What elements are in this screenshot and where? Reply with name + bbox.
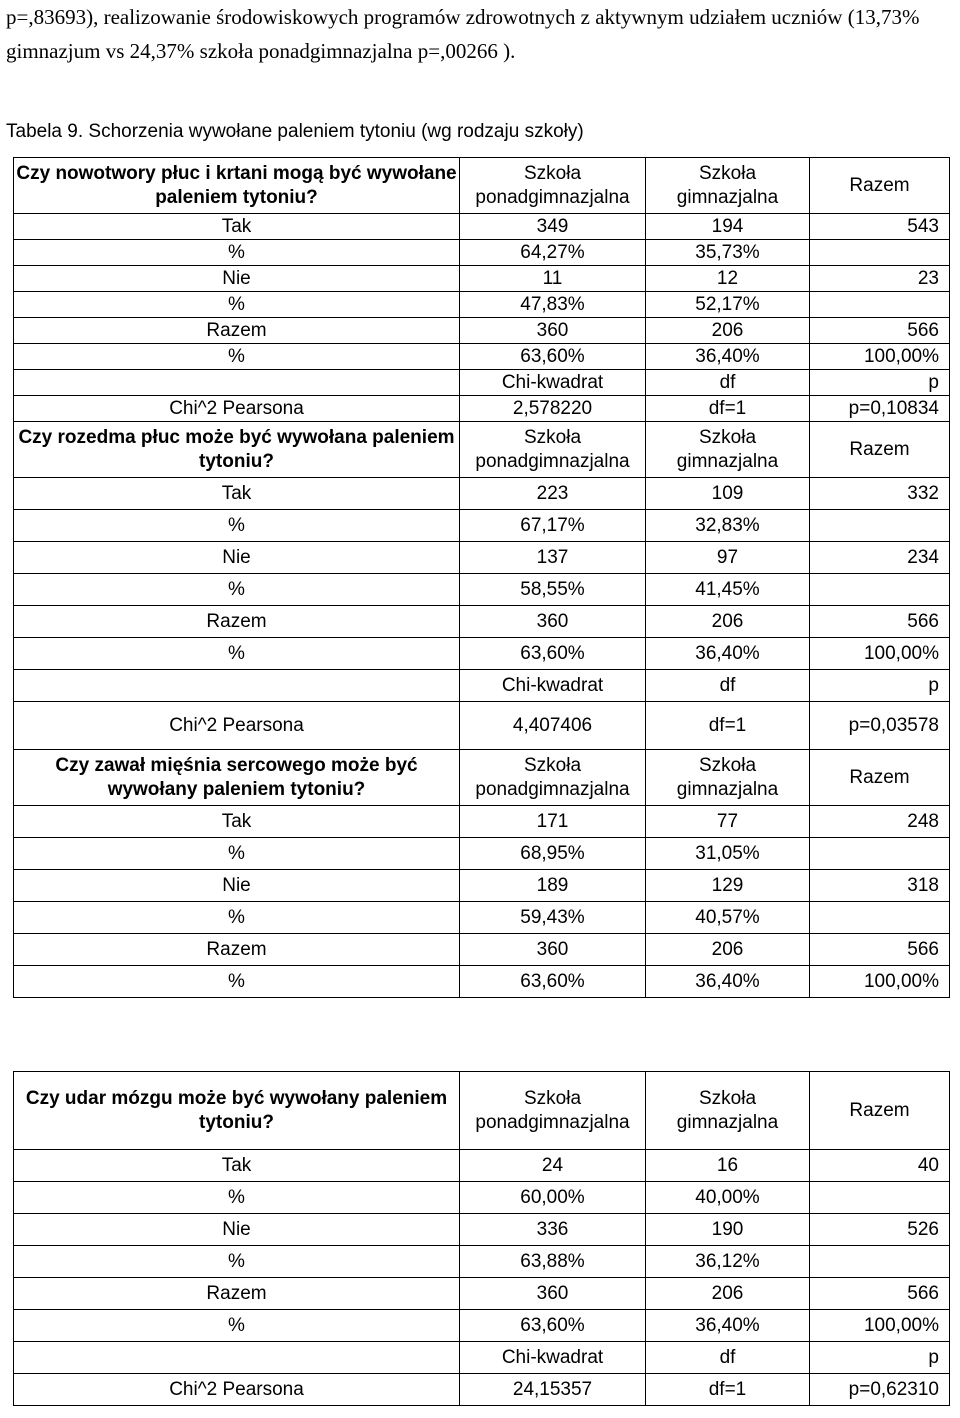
cell-ponadgimnazjalna: 4,407406 — [460, 702, 646, 750]
table-row — [14, 902, 950, 934]
cell-ponadgimnazjalna: 360 — [460, 934, 646, 966]
cell-ponadgimnazjalna: 59,43% — [460, 902, 646, 934]
table-row — [14, 214, 950, 240]
cell-ponadgimnazjalna: 67,17% — [460, 510, 646, 542]
cell-razem: 526 — [810, 1214, 950, 1246]
table-row — [14, 542, 950, 574]
row-label: % — [14, 1310, 460, 1342]
table-row — [14, 670, 950, 702]
table-row — [14, 396, 950, 422]
column-header-gimnazjalna: Szkoła gimnazjalna — [646, 158, 810, 214]
table-row — [14, 966, 950, 998]
row-label: % — [14, 344, 460, 370]
table-row — [14, 1310, 950, 1342]
table-row — [14, 266, 950, 292]
cell-gimnazjalna: 97 — [646, 542, 810, 574]
row-label: Tak — [14, 806, 460, 838]
table-row — [14, 1342, 950, 1374]
section-question: Czy rozedma płuc może być wywołana paleniem tytoniu? — [14, 422, 460, 478]
cell-ponadgimnazjalna: 63,60% — [460, 638, 646, 670]
cell-gimnazjalna: 77 — [646, 806, 810, 838]
cell-ponadgimnazjalna: 336 — [460, 1214, 646, 1246]
cell-gimnazjalna: 35,73% — [646, 240, 810, 266]
table-row — [14, 1150, 950, 1182]
row-label: % — [14, 902, 460, 934]
cell-ponadgimnazjalna: 24 — [460, 1150, 646, 1182]
cell-ponadgimnazjalna: 60,00% — [460, 1182, 646, 1214]
cell-ponadgimnazjalna: Chi-kwadrat — [460, 370, 646, 396]
table-caption: Tabela 9. Schorzenia wywołane paleniem tytoniu (wg rodzaju szkoły) — [6, 121, 584, 142]
cell-razem: 566 — [810, 318, 950, 344]
column-header-ponadgimnazjalna: Szkoła ponadgimnazjalna — [460, 422, 646, 478]
cell-razem — [810, 838, 950, 870]
row-label: Nie — [14, 266, 460, 292]
cell-ponadgimnazjalna: 63,60% — [460, 1310, 646, 1342]
table-row — [14, 318, 950, 344]
row-label: % — [14, 1182, 460, 1214]
cell-razem: 100,00% — [810, 344, 950, 370]
cell-razem: p — [810, 1342, 950, 1374]
cell-gimnazjalna: df=1 — [646, 396, 810, 422]
cell-gimnazjalna: 52,17% — [646, 292, 810, 318]
table-row — [14, 1246, 950, 1278]
table-row — [14, 1278, 950, 1310]
cell-razem: 248 — [810, 806, 950, 838]
table-row — [14, 344, 950, 370]
cell-ponadgimnazjalna: 58,55% — [460, 574, 646, 606]
cell-razem — [810, 292, 950, 318]
row-label — [14, 370, 460, 396]
cell-razem — [810, 1246, 950, 1278]
column-header-gimnazjalna: Szkoła gimnazjalna — [646, 1072, 810, 1150]
column-header-razem: Razem — [810, 422, 950, 478]
section-header-row — [14, 422, 950, 478]
row-label: % — [14, 838, 460, 870]
column-header-ponadgimnazjalna: Szkoła ponadgimnazjalna — [460, 750, 646, 806]
row-label: Chi^2 Pearsona — [14, 396, 460, 422]
cell-razem — [810, 902, 950, 934]
cell-razem: 40 — [810, 1150, 950, 1182]
table-row — [14, 838, 950, 870]
cell-razem — [810, 510, 950, 542]
row-label: Chi^2 Pearsona — [14, 1374, 460, 1406]
table-row — [14, 510, 950, 542]
column-header-ponadgimnazjalna: Szkoła ponadgimnazjalna — [460, 1072, 646, 1150]
cell-razem: 566 — [810, 1278, 950, 1310]
column-header-razem: Razem — [810, 1072, 950, 1150]
cell-gimnazjalna: 31,05% — [646, 838, 810, 870]
cell-razem: p=0,10834 — [810, 396, 950, 422]
cell-ponadgimnazjalna: 360 — [460, 606, 646, 638]
row-label: Tak — [14, 214, 460, 240]
cell-ponadgimnazjalna: 63,60% — [460, 344, 646, 370]
cell-ponadgimnazjalna: Chi-kwadrat — [460, 670, 646, 702]
column-header-razem: Razem — [810, 158, 950, 214]
cell-gimnazjalna: 40,00% — [646, 1182, 810, 1214]
cell-gimnazjalna: 36,12% — [646, 1246, 810, 1278]
cell-gimnazjalna: 36,40% — [646, 344, 810, 370]
cell-gimnazjalna: 36,40% — [646, 966, 810, 998]
cell-razem — [810, 1182, 950, 1214]
cell-gimnazjalna: 206 — [646, 934, 810, 966]
cell-razem: 543 — [810, 214, 950, 240]
cell-ponadgimnazjalna: 349 — [460, 214, 646, 240]
row-label: % — [14, 638, 460, 670]
cell-ponadgimnazjalna: 47,83% — [460, 292, 646, 318]
table-row — [14, 292, 950, 318]
cell-razem — [810, 240, 950, 266]
results-table-main — [13, 157, 950, 998]
cell-razem: 23 — [810, 266, 950, 292]
results-table-stroke — [13, 1071, 950, 1406]
section-header-row — [14, 1072, 950, 1150]
row-label: % — [14, 574, 460, 606]
column-header-ponadgimnazjalna: Szkoła ponadgimnazjalna — [460, 158, 646, 214]
column-header-gimnazjalna: Szkoła gimnazjalna — [646, 750, 810, 806]
table-row — [14, 1214, 950, 1246]
cell-razem: 566 — [810, 934, 950, 966]
row-label: % — [14, 510, 460, 542]
table-row — [14, 638, 950, 670]
cell-gimnazjalna: 206 — [646, 1278, 810, 1310]
cell-ponadgimnazjalna: 24,15357 — [460, 1374, 646, 1406]
cell-ponadgimnazjalna: 63,88% — [460, 1246, 646, 1278]
cell-ponadgimnazjalna: 64,27% — [460, 240, 646, 266]
cell-gimnazjalna: 32,83% — [646, 510, 810, 542]
cell-gimnazjalna: 36,40% — [646, 638, 810, 670]
cell-gimnazjalna: 40,57% — [646, 902, 810, 934]
cell-razem: 234 — [810, 542, 950, 574]
cell-razem: 318 — [810, 870, 950, 902]
cell-ponadgimnazjalna: 360 — [460, 318, 646, 344]
table-row — [14, 606, 950, 638]
cell-ponadgimnazjalna: 189 — [460, 870, 646, 902]
column-header-razem: Razem — [810, 750, 950, 806]
cell-gimnazjalna: df — [646, 670, 810, 702]
cell-razem: 100,00% — [810, 638, 950, 670]
row-label — [14, 1342, 460, 1374]
row-label: % — [14, 966, 460, 998]
cell-gimnazjalna: 41,45% — [646, 574, 810, 606]
cell-razem: 100,00% — [810, 966, 950, 998]
row-label: Chi^2 Pearsona — [14, 702, 460, 750]
table-row — [14, 806, 950, 838]
row-label: % — [14, 292, 460, 318]
table-row — [14, 574, 950, 606]
row-label: Razem — [14, 934, 460, 966]
cell-ponadgimnazjalna: 171 — [460, 806, 646, 838]
cell-ponadgimnazjalna: 223 — [460, 478, 646, 510]
cell-ponadgimnazjalna: 63,60% — [460, 966, 646, 998]
cell-gimnazjalna: 12 — [646, 266, 810, 292]
cell-gimnazjalna: 129 — [646, 870, 810, 902]
section-header-row — [14, 750, 950, 806]
section-question: Czy udar mózgu może być wywołany paleniem tytoniu? — [14, 1072, 460, 1150]
table-row — [14, 478, 950, 510]
cell-razem: 100,00% — [810, 1310, 950, 1342]
cell-ponadgimnazjalna: 2,578220 — [460, 396, 646, 422]
table-row — [14, 1374, 950, 1406]
cell-razem: p — [810, 670, 950, 702]
cell-gimnazjalna: df — [646, 370, 810, 396]
cell-gimnazjalna: 190 — [646, 1214, 810, 1246]
cell-gimnazjalna: 16 — [646, 1150, 810, 1182]
table-body-stroke — [14, 1072, 950, 1406]
section-question: Czy nowotwory płuc i krtani mogą być wywołane paleniem tytoniu? — [14, 158, 460, 214]
cell-gimnazjalna: 36,40% — [646, 1310, 810, 1342]
table-row — [14, 870, 950, 902]
cell-ponadgimnazjalna: 11 — [460, 266, 646, 292]
section-header-row — [14, 158, 950, 214]
cell-gimnazjalna: df — [646, 1342, 810, 1374]
row-label: Nie — [14, 542, 460, 574]
cell-razem: p — [810, 370, 950, 396]
table-row — [14, 702, 950, 750]
cell-gimnazjalna: df=1 — [646, 702, 810, 750]
table-row — [14, 1182, 950, 1214]
intro-paragraph: p=,83693), realizowanie środowiskowych programów zdrowotnych z aktywnym udziałem uczniów (13,73% gimnazjum vs 24,37% szkoła ponadgimnazjalna p=,00266 ). — [6, 5, 920, 63]
cell-razem: p=0,03578 — [810, 702, 950, 750]
cell-gimnazjalna: 206 — [646, 606, 810, 638]
row-label: Razem — [14, 1278, 460, 1310]
cell-ponadgimnazjalna: 360 — [460, 1278, 646, 1310]
row-label: Tak — [14, 1150, 460, 1182]
cell-razem: p=0,62310 — [810, 1374, 950, 1406]
cell-ponadgimnazjalna: 137 — [460, 542, 646, 574]
table-body-main — [14, 158, 950, 998]
cell-razem — [810, 574, 950, 606]
row-label: Razem — [14, 318, 460, 344]
section-question: Czy zawał mięśnia sercowego może być wywołany paleniem tytoniu? — [14, 750, 460, 806]
row-label: Nie — [14, 1214, 460, 1246]
cell-gimnazjalna: 206 — [646, 318, 810, 344]
table-row — [14, 370, 950, 396]
row-label: Nie — [14, 870, 460, 902]
cell-razem: 566 — [810, 606, 950, 638]
table-row — [14, 934, 950, 966]
cell-gimnazjalna: 109 — [646, 478, 810, 510]
row-label: % — [14, 1246, 460, 1278]
cell-ponadgimnazjalna: 68,95% — [460, 838, 646, 870]
cell-ponadgimnazjalna: Chi-kwadrat — [460, 1342, 646, 1374]
cell-gimnazjalna: 194 — [646, 214, 810, 240]
row-label: Razem — [14, 606, 460, 638]
table-row — [14, 240, 950, 266]
row-label: % — [14, 240, 460, 266]
row-label — [14, 670, 460, 702]
cell-gimnazjalna: df=1 — [646, 1374, 810, 1406]
column-header-gimnazjalna: Szkoła gimnazjalna — [646, 422, 810, 478]
row-label: Tak — [14, 478, 460, 510]
cell-razem: 332 — [810, 478, 950, 510]
